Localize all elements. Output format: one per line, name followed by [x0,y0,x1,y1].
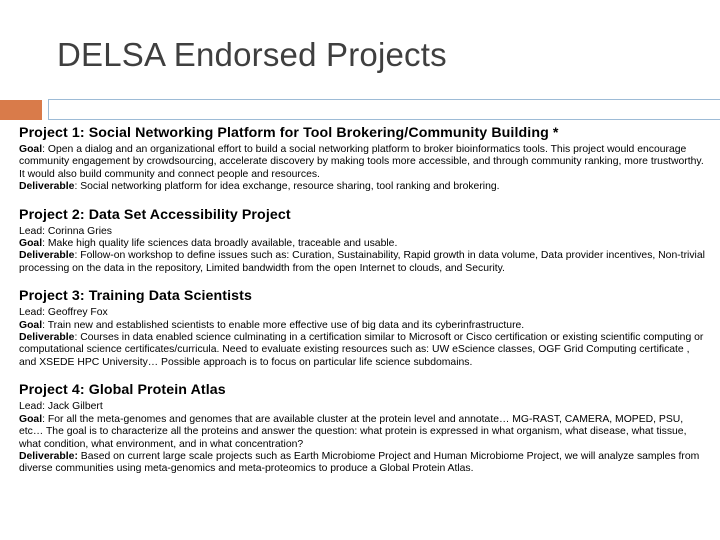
project-2 [19,206,705,276]
project-1-body [19,144,705,194]
project-list [19,124,705,484]
deliverable-label: Deliverable [19,250,75,262]
goal-text: : Open a dialog and an organizational effort to build a social networking platform to broker bioinformatics tools. This project would encourage community engagement by crowdsourcing, accelerate discovery by making tools more accessible, and through community ranking, more trustworthy. It would also build community and connect people and resources. [19,144,704,180]
project-3 [19,287,705,369]
deliverable-text: : Social networking platform for idea exchange, resource sharing, tool ranking and brokering. [74,181,500,193]
project-2-goal [19,238,705,250]
project-3-lead: Lead: Geoffrey Fox [19,307,108,319]
goal-label: Goal [19,238,43,250]
project-1 [19,124,705,194]
project-2-deliverable [19,250,705,275]
goal-label: Goal [19,144,43,155]
project-2-body [19,226,705,276]
project-3-title: Project 3: Training Data Scientists [19,288,252,305]
project-4-title: Project 4: Global Protein Atlas [19,382,226,399]
project-1-deliverable [19,181,705,193]
goal-text: : Make high quality life sciences data broadly available, traceable and usable. [42,238,398,250]
deliverable-text: : Follow-on workshop to define issues such as: Curation, Sustainability, Rapid growth in data volume, Data provider incentives, Non-trivial processing on the data in the repository, Limited bandwidth from the open Internet to clouds, and Security. [19,250,705,274]
accent-bar [0,100,42,120]
slide-title: DELSA Endorsed Projects [57,36,447,73]
project-4 [19,381,705,475]
goal-text: : For all the meta-genomes and genomes that are available cluster at the protein level and annotate… MG-RAST, CAMERA, MOPED, PSU, etc… The goal is to characterize all the proteins and answer the question: what protein is expressed in what organism, what disease, what tissue, what condition, what environment, and in what concentration? [19,413,687,450]
goal-label: Goal [19,413,43,425]
project-4-body [19,401,705,475]
header-rule-bottom [48,119,720,120]
deliverable-label: Deliverable [19,181,75,193]
project-3-body [19,307,705,369]
project-1-goal [19,144,705,181]
project-1-title: Project 1: Social Networking Platform for Tool Brokering/Community Building * [19,125,559,141]
goal-label: Goal [19,319,43,331]
project-4-lead: Lead: Jack Gilbert [19,401,103,413]
project-2-lead: Lead: Corinna Gries [19,225,112,237]
deliverable-label: Deliverable: [19,450,78,462]
header-rule-top [48,99,720,100]
goal-text: : Train new and established scientists to enable more effective use of big data and its cyberinfrastructure. [42,319,525,331]
deliverable-text: Based on current large scale projects such as Earth Microbiome Project and Human Microbiome Project, we will analyze samples from diverse communities using meta-genomics and meta-proteomics to produce a Global Protein Atlas. [19,450,700,475]
project-3-goal [19,320,705,332]
project-4-goal [19,414,705,451]
header-rule-left [48,99,49,120]
project-4-deliverable [19,451,705,476]
deliverable-text: : Courses in data enabled science culminating in a certification similar to Microsoft or Cisco certification or existing scientific computing or computational science certificates/curricula. Need to evaluate existing resources such as: UW eScience classes, OGF Grid Computing certificate , and XSEDE HPC University… Possible approach is to focus on particular life science subdomains. [19,332,704,368]
project-2-title: Project 2: Data Set Accessibility Project [19,206,291,223]
deliverable-label: Deliverable [19,332,75,344]
project-3-deliverable [19,332,705,369]
